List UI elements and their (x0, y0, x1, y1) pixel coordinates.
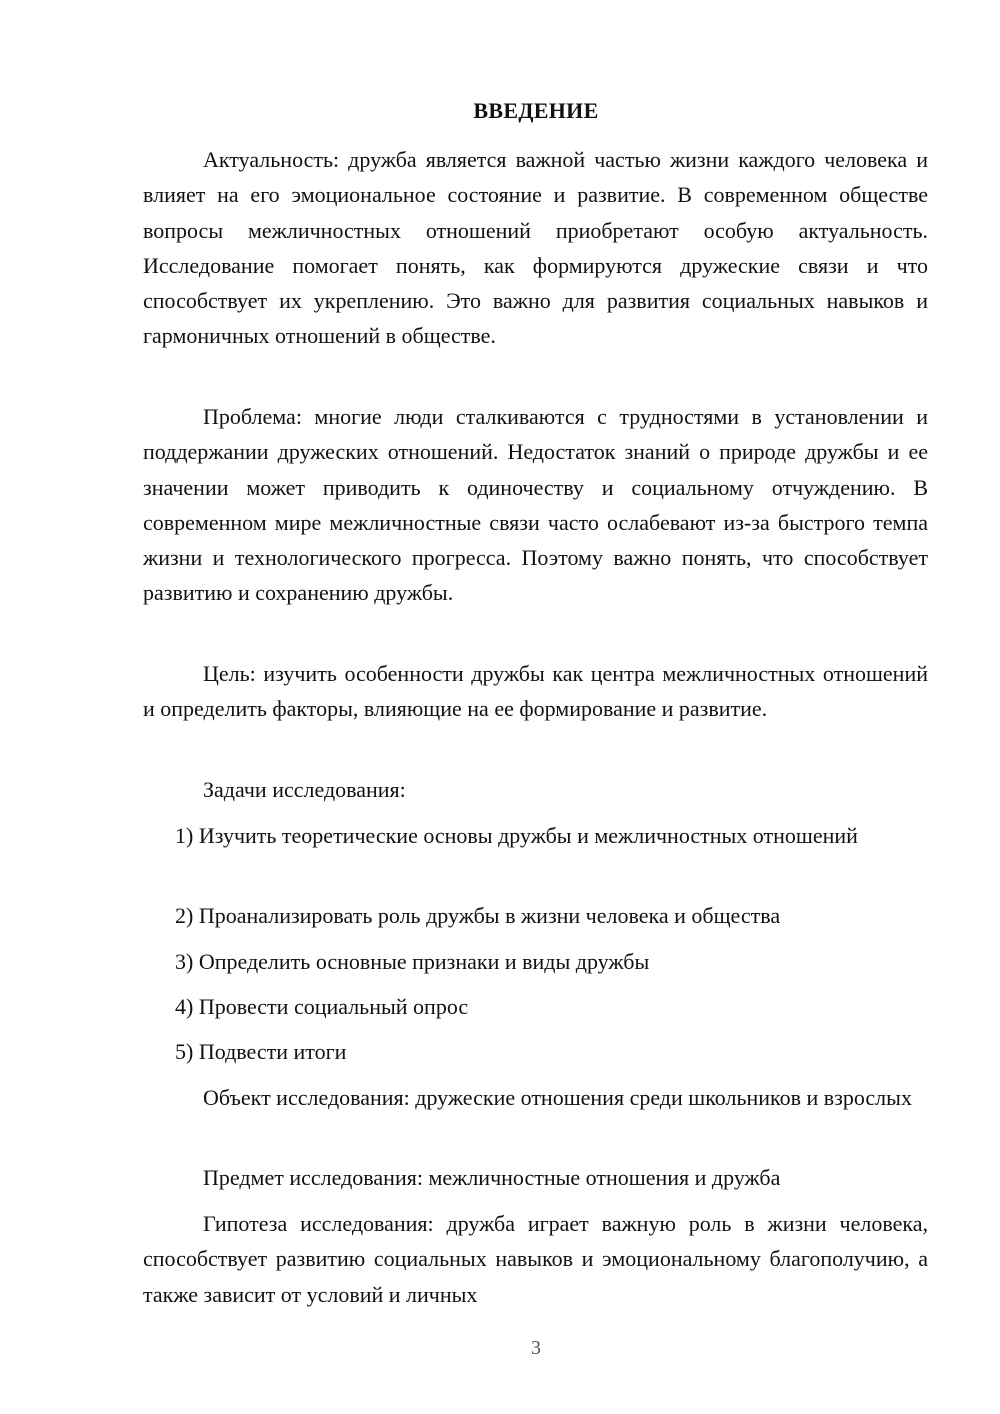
hypothesis-paragraph: Гипотеза исследования: дружба играет важную роль в жизни человека, способствует развитию социальных навыков и эмоциональному благополучию, а также зависит от условий и личных (143, 1211, 928, 1307)
page-heading: ВВЕДЕНИЕ (473, 98, 599, 123)
subject-paragraph: Предмет исследования: межличностные отношения и дружба (203, 1165, 781, 1190)
task-item-3: 3) Определить основные признаки и виды дружбы (175, 949, 650, 974)
relevance-paragraph: Актуальность: дружба является важной частью жизни каждого человека и влияет на его эмоциональное состояние и развитие. В современном обществе вопросы межличностных отношений приобретают особую актуальность. Исследование помогает понять, как формируются дружеские связи и что способствует их укреплению. Это важно для развития социальных навыков и гармоничных отношений в обществе. (143, 147, 928, 349)
task-item-1: 1) Изучить теоретические основы дружбы и межличностных отношений (175, 823, 858, 848)
page-number: 3 (531, 1337, 541, 1359)
goal-paragraph: Цель: изучить особенности дружбы как центра межличностных отношений и определить факторы, влияющие на ее формирование и развитие. (143, 661, 928, 722)
problem-paragraph: Проблема: многие люди сталкиваются с трудностями в установлении и поддержании дружеских отношений. Недостаток знаний о природе дружбы и ее значении может приводить к одиночеству и социальному отчуждению. В современном мире межличностные связи часто ослабевают из-за быстрого темпа жизни и технологического прогресса. Поэтому важно понять, что способствует развитию и сохранению дружбы. (143, 404, 928, 606)
object-paragraph: Объект исследования: дружеские отношения среди школьников и взрослых (203, 1085, 912, 1110)
tasks-title: Задачи исследования: (203, 777, 406, 802)
task-item-5: 5) Подвести итоги (175, 1039, 347, 1064)
task-item-2: 2) Проанализировать роль дружбы в жизни человека и общества (175, 903, 781, 928)
task-item-4: 4) Провести социальный опрос (175, 994, 469, 1019)
